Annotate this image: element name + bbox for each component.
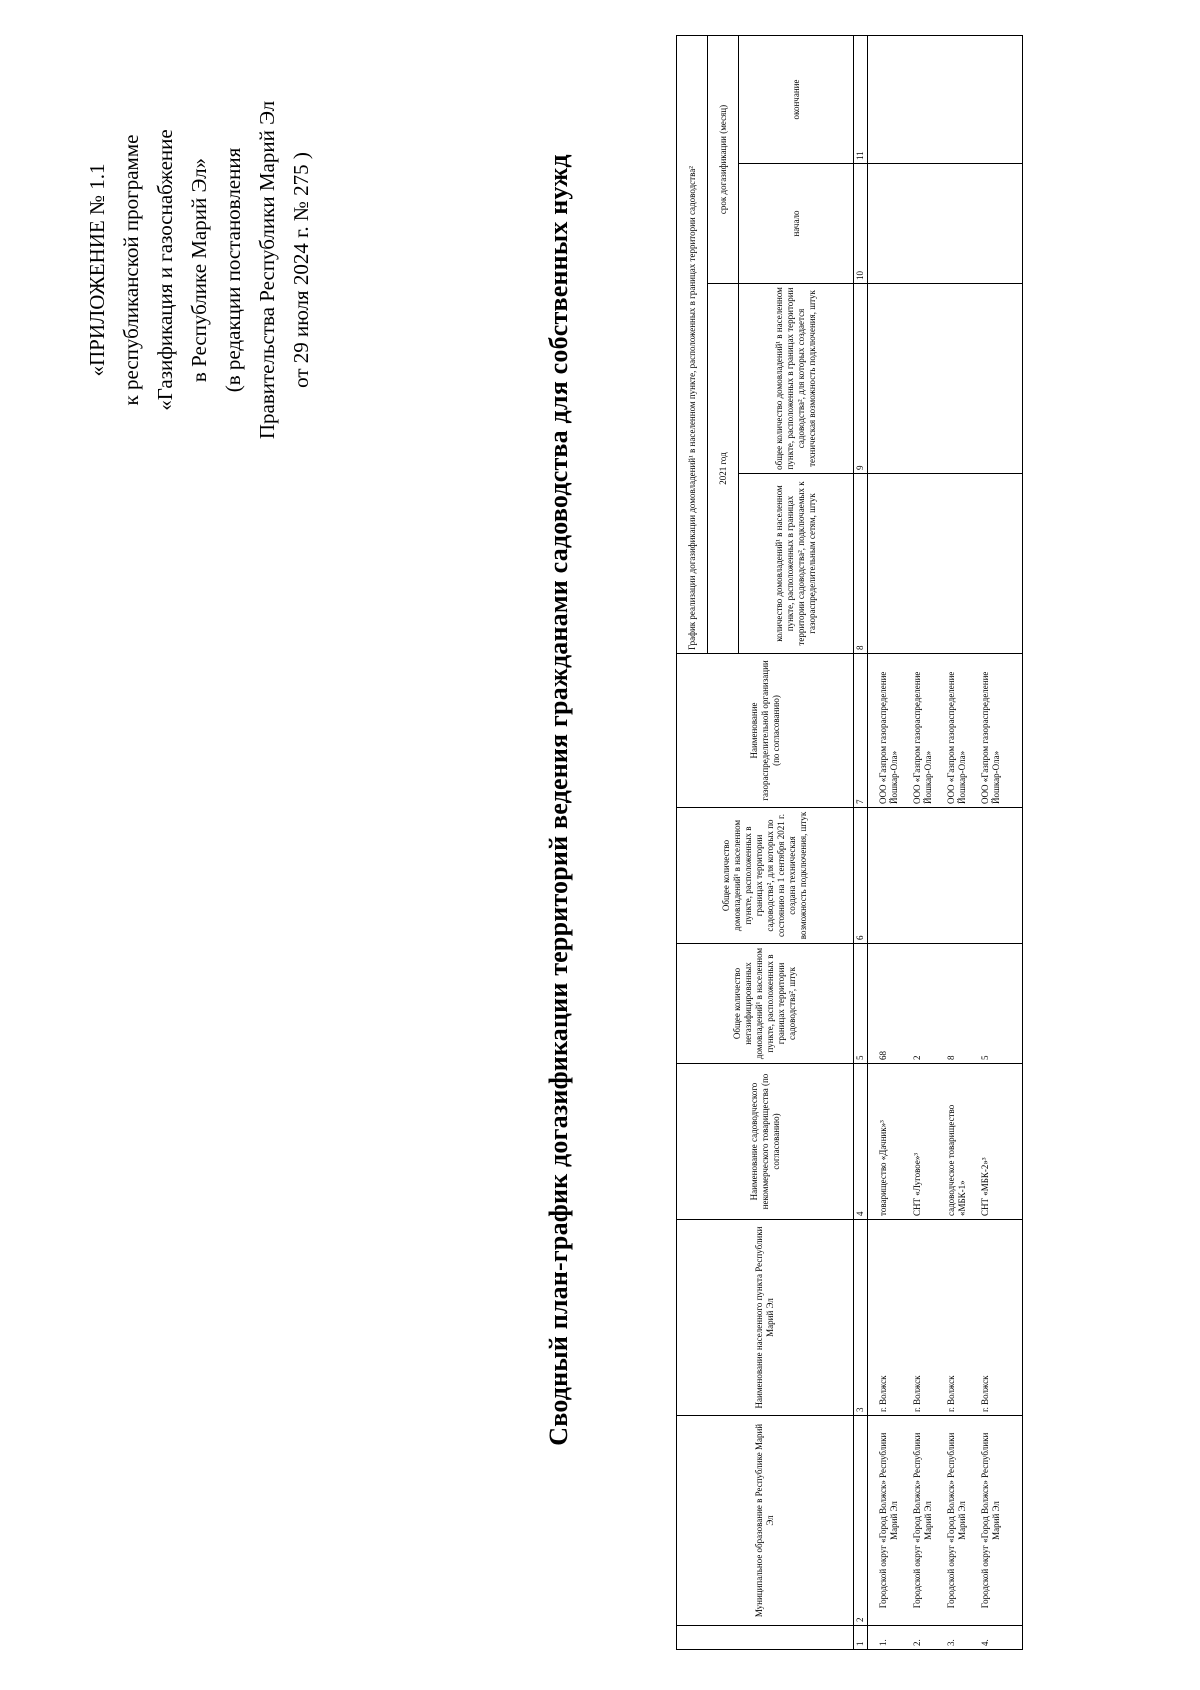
empty-cell: [902, 35, 936, 163]
settlement-cell: г. Волжск: [902, 1220, 936, 1416]
snt-cell: садоводческое товарищество «МБК-1»: [936, 1064, 970, 1220]
empty-cell: [936, 284, 970, 474]
column-number: 5: [854, 944, 868, 1064]
empty-cell: [936, 164, 970, 284]
column-number: 11: [854, 35, 868, 163]
column-number: 9: [854, 284, 868, 474]
appendix-line: в Республике Марий Эл»: [187, 157, 211, 383]
header-term: срок догазификации (месяц): [708, 35, 739, 283]
empty-cell: [868, 474, 903, 654]
possible-cell: [936, 808, 970, 944]
settlement-cell: г. Волжск: [970, 1220, 1023, 1416]
table-row: [868, 35, 903, 1649]
appendix-line: «Газификация и газоснабжение: [153, 129, 177, 411]
column-number: 4: [854, 1064, 868, 1220]
column-number: 7: [854, 654, 868, 808]
appendix-line: (в редакции постановления: [221, 147, 245, 393]
document-title: Сводный план-график догазификации территорий ведения гражданами садоводства для собственных нужд: [544, 154, 573, 1446]
empty-cell: [970, 284, 1023, 474]
header-start: начало: [739, 164, 854, 284]
column-number: 2: [854, 1416, 868, 1626]
municipality-cell: Городской округ «Город Волжск» Республики Марий Эл: [970, 1416, 1023, 1626]
empty-cell: [970, 474, 1023, 654]
column-number: 6: [854, 808, 868, 944]
empty-cell: [970, 164, 1023, 284]
empty-cell: [936, 474, 970, 654]
column-number: 3: [854, 1220, 868, 1416]
header-possible-count: общее количество домовладений¹ в населенном пункте, расположенных в границах территории садоводства², для которых создается техническая возможность подключения, штук: [739, 284, 854, 474]
table-row: [970, 35, 1023, 1649]
empty-cell: [936, 35, 970, 163]
gas-org-cell: ООО «Газпром газораспределение Йошкар-Ола»: [936, 654, 970, 808]
empty-cell: [868, 35, 903, 163]
appendix-line: от 29 июля 2024 г. № 275 ): [289, 152, 313, 388]
settlement-cell: г. Волжск: [868, 1220, 903, 1416]
header-ungasified-count: Общее количество негазифицированных домовладений¹ в населенном пункте, расположенных в границах территории садоводства², штук: [677, 944, 854, 1064]
table-row: [936, 35, 970, 1649]
municipality-cell: Городской округ «Город Волжск» Республики Марий Эл: [936, 1416, 970, 1626]
header-end: окончание: [739, 35, 854, 163]
snt-cell: СНТ «МБК-2»³: [970, 1064, 1023, 1220]
header-cell: [677, 1626, 854, 1650]
appendix-header: [80, 60, 318, 480]
header-year: 2021 год: [708, 284, 739, 654]
possible-cell: [902, 808, 936, 944]
column-number: 8: [854, 474, 868, 654]
empty-cell: [868, 284, 903, 474]
snt-cell: СНТ «Луговое»³: [902, 1064, 936, 1220]
gas-org-cell: ООО «Газпром газораспределение Йошкар-Ола»: [902, 654, 936, 808]
possible-cell: [868, 808, 903, 944]
municipality-cell: Городской округ «Город Волжск» Республики Марий Эл: [868, 1416, 903, 1626]
appendix-line: «ПРИЛОЖЕНИЕ № 1.1: [85, 163, 109, 377]
schedule-table: [676, 35, 1023, 1650]
empty-cell: [970, 35, 1023, 163]
row-number: 1.: [868, 1626, 903, 1650]
header-schedule-group: График реализации догазификации домовладений¹ в населенном пункте, расположенных в границах территории садоводства²: [677, 35, 708, 653]
header-settlement: Наименование населенного пункта Республики Марий Эл: [677, 1220, 854, 1416]
appendix-line: к республиканской программе: [119, 134, 143, 406]
count-cell: 5: [970, 944, 1023, 1064]
column-number: 10: [854, 164, 868, 284]
snt-cell: товарищество «Дачник»³: [868, 1064, 903, 1220]
empty-cell: [868, 164, 903, 284]
municipality-cell: Городской округ «Город Волжск» Республики Марий Эл: [902, 1416, 936, 1626]
empty-cell: [902, 474, 936, 654]
table-row: [902, 35, 936, 1649]
appendix-line: Правительства Республики Марий Эл: [255, 100, 279, 440]
row-number: 3.: [936, 1626, 970, 1650]
header-connection-possible: Общее количество домовладений¹ в населенном пункте, расположенных в границах территории садоводства², для которых по состоянию на 1 сентября 2021 г. создана техническая возможность подключения, штук: [677, 808, 854, 944]
column-number: 1: [854, 1626, 868, 1650]
empty-cell: [902, 164, 936, 284]
gas-org-cell: ООО «Газпром газораспределение Йошкар-Ола»: [868, 654, 903, 808]
header-snt: Наименование садоводческого некоммерческого товарищества (по согласованию): [677, 1064, 854, 1220]
count-cell: 2: [902, 944, 936, 1064]
row-number: 2.: [902, 1626, 936, 1650]
header-gas-org: Наименование газораспределительной организации (по согласованию): [677, 654, 854, 808]
gas-org-cell: ООО «Газпром газораспределение Йошкар-Ола»: [970, 654, 1023, 808]
empty-cell: [902, 284, 936, 474]
row-number: 4.: [970, 1626, 1023, 1650]
count-cell: 8: [936, 944, 970, 1064]
header-municipality: Муниципальное образование в Республике Марий Эл: [677, 1416, 854, 1626]
header-connected-count: количество домовладений¹ в населенном пункте, расположенных в границах территории садоводства², подключаемых к газораспределительным сетям, штук: [739, 474, 854, 654]
settlement-cell: г. Волжск: [936, 1220, 970, 1416]
count-cell: 68: [868, 944, 903, 1064]
possible-cell: [970, 808, 1023, 944]
